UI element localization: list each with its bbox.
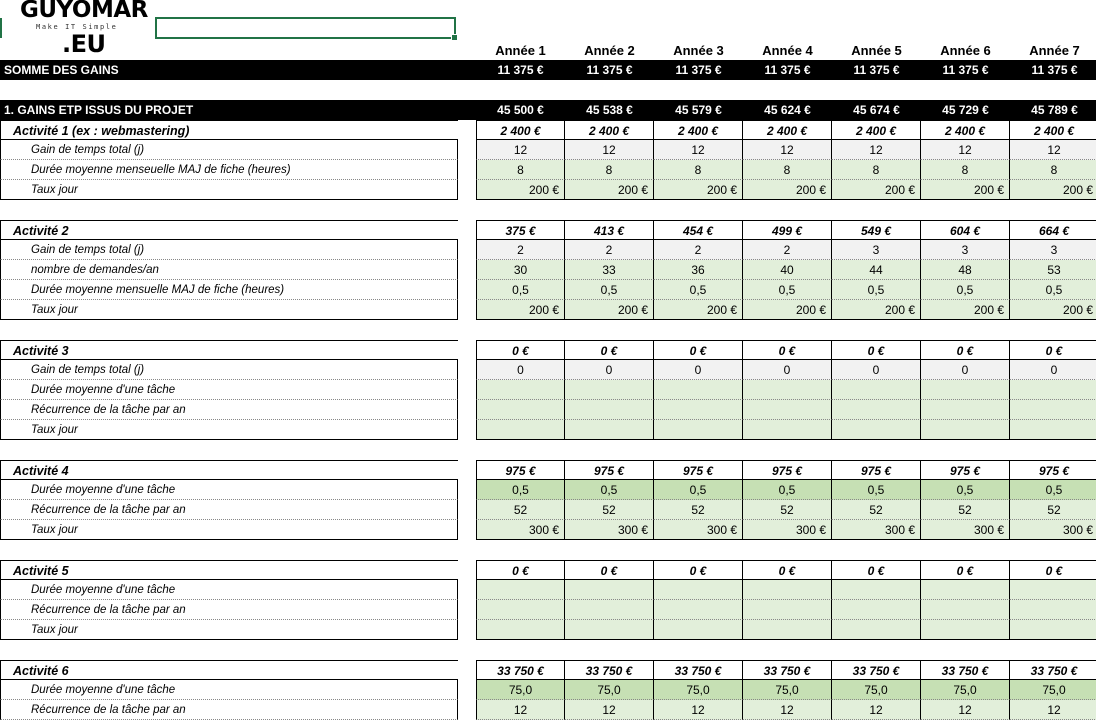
value-cell[interactable]: 200 € — [565, 300, 654, 320]
value-cell[interactable]: 300 € — [921, 520, 1010, 540]
value-cell[interactable]: 12 — [921, 700, 1010, 720]
parameter-row — [0, 360, 1096, 380]
value-cell[interactable] — [832, 580, 921, 600]
value-cell[interactable]: 0 — [832, 360, 921, 380]
value-cell[interactable]: 33 — [565, 260, 654, 280]
value-cell[interactable] — [921, 400, 1010, 420]
value-cell[interactable]: 45 500 € — [497, 103, 544, 117]
value-cell[interactable] — [476, 580, 565, 600]
value-cell[interactable]: 52 — [832, 500, 921, 520]
row-label[interactable]: Gain de temps total (j) — [0, 140, 458, 160]
row-label[interactable]: Activité 1 (ex : webmastering) — [0, 120, 458, 140]
value-cell[interactable]: 52 — [476, 500, 565, 520]
value-cell[interactable]: 200 € — [743, 300, 832, 320]
value-cell[interactable]: 2 — [476, 240, 565, 260]
value-cell[interactable]: 0 € — [832, 340, 921, 360]
summary-row — [0, 100, 1096, 120]
value-cell[interactable]: 12 — [654, 700, 743, 720]
value-cell[interactable]: 200 € — [743, 180, 832, 200]
value-cell[interactable]: 52 — [921, 500, 1010, 520]
value-cell[interactable] — [1010, 580, 1096, 600]
value-cell[interactable]: 8 — [832, 160, 921, 180]
value-cell[interactable]: 0 € — [1010, 340, 1096, 360]
value-cell[interactable]: 975 € — [476, 460, 565, 480]
value-cell[interactable]: 30 — [476, 260, 565, 280]
value-cell[interactable]: 0,5 — [832, 480, 921, 500]
value-cell[interactable] — [1010, 420, 1096, 440]
value-cell[interactable]: 52 — [743, 500, 832, 520]
value-cell[interactable]: 75,0 — [832, 680, 921, 700]
value-cell[interactable] — [832, 620, 921, 640]
value-cell[interactable]: 0,5 — [743, 480, 832, 500]
value-cell[interactable]: 12 — [1010, 700, 1096, 720]
value-cell[interactable]: 45 789 € — [1031, 103, 1078, 117]
value-cell[interactable]: 0 — [1010, 360, 1096, 380]
value-cell[interactable]: 45 624 € — [764, 103, 811, 117]
value-cell[interactable]: 200 € — [1010, 300, 1096, 320]
value-cell[interactable]: 0,5 — [476, 280, 565, 300]
year-header-cell[interactable]: Année 4 — [762, 43, 813, 58]
logo-wordmark: GUYOMAR — [20, 0, 148, 23]
value-cell[interactable]: 0 € — [832, 560, 921, 580]
value-cell[interactable]: 499 € — [743, 220, 832, 240]
value-cell[interactable]: 45 579 € — [675, 103, 722, 117]
value-cell[interactable]: 2 400 € — [832, 120, 921, 140]
value-cell[interactable]: 12 — [832, 140, 921, 160]
value-cell[interactable] — [565, 600, 654, 620]
value-cell[interactable]: 53 — [1010, 260, 1096, 280]
value-cell[interactable] — [1010, 620, 1096, 640]
value-cell[interactable]: 11 375 € — [497, 63, 544, 77]
value-cell[interactable] — [476, 420, 565, 440]
parameter-row — [0, 500, 1096, 520]
value-cell[interactable]: 12 — [565, 140, 654, 160]
value-cell[interactable]: 44 — [832, 260, 921, 280]
value-cell[interactable]: 8 — [654, 160, 743, 180]
value-cell[interactable]: 413 € — [565, 220, 654, 240]
value-cell[interactable]: 975 € — [832, 460, 921, 480]
parameter-row — [0, 620, 1096, 640]
value-cell[interactable] — [476, 620, 565, 640]
value-cell[interactable]: 12 — [921, 140, 1010, 160]
value-cell[interactable]: 0 € — [921, 340, 1010, 360]
value-cell[interactable]: 0 € — [743, 340, 832, 360]
value-cell[interactable]: 3 — [1010, 240, 1096, 260]
value-cell[interactable]: 0 — [476, 360, 565, 380]
value-cell[interactable]: 75,0 — [921, 680, 1010, 700]
value-cell[interactable] — [743, 420, 832, 440]
row-label[interactable]: nombre de demandes/an — [0, 260, 458, 280]
value-cell[interactable]: 0 € — [565, 560, 654, 580]
value-cell[interactable]: 664 € — [1010, 220, 1096, 240]
row-label[interactable]: Activité 2 — [0, 220, 458, 240]
parameter-row — [0, 180, 1096, 200]
value-cell[interactable]: 549 € — [832, 220, 921, 240]
value-cell[interactable] — [565, 400, 654, 420]
value-cell[interactable]: 300 € — [832, 520, 921, 540]
value-cell[interactable] — [921, 420, 1010, 440]
value-cell[interactable]: 75,0 — [1010, 680, 1096, 700]
parameter-row — [0, 400, 1096, 420]
value-cell[interactable] — [832, 380, 921, 400]
value-cell[interactable] — [743, 580, 832, 600]
value-cell[interactable]: 3 — [832, 240, 921, 260]
year-header-cell[interactable]: Année 7 — [1029, 43, 1080, 58]
value-cell[interactable]: 11 375 € — [764, 63, 811, 77]
activity-row — [0, 460, 1096, 480]
year-header-cell[interactable]: Année 3 — [673, 43, 724, 58]
value-cell[interactable]: 0 € — [476, 340, 565, 360]
value-cell[interactable]: 33 750 € — [1010, 660, 1096, 680]
value-cell[interactable]: 40 — [743, 260, 832, 280]
value-cell[interactable]: 12 — [565, 700, 654, 720]
year-header-cell[interactable]: Année 6 — [940, 43, 991, 58]
value-cell[interactable]: 300 € — [476, 520, 565, 540]
value-cell[interactable] — [1010, 380, 1096, 400]
value-cell[interactable]: 33 750 € — [476, 660, 565, 680]
row-label[interactable]: 1. GAINS ETP ISSUS DU PROJET — [4, 103, 194, 117]
value-cell[interactable]: 0 € — [1010, 560, 1096, 580]
value-cell[interactable]: 200 € — [654, 300, 743, 320]
value-cell[interactable]: 975 € — [921, 460, 1010, 480]
value-cell[interactable]: 2 400 € — [565, 120, 654, 140]
year-header-row — [0, 40, 1096, 60]
value-cell[interactable]: 11 375 € — [586, 63, 633, 77]
value-cell[interactable]: 8 — [921, 160, 1010, 180]
value-cell[interactable] — [654, 620, 743, 640]
value-cell[interactable] — [832, 420, 921, 440]
value-cell[interactable]: 2 400 € — [654, 120, 743, 140]
value-cell[interactable] — [654, 600, 743, 620]
row-label[interactable]: Activité 6 — [0, 660, 458, 680]
value-cell[interactable]: 0,5 — [743, 280, 832, 300]
value-cell[interactable]: 2 — [565, 240, 654, 260]
parameter-row — [0, 580, 1096, 600]
value-cell[interactable] — [921, 620, 1010, 640]
value-cell[interactable]: 45 674 € — [853, 103, 900, 117]
value-cell[interactable]: 8 — [476, 160, 565, 180]
value-cell[interactable]: 0 — [654, 360, 743, 380]
activity-row — [0, 220, 1096, 240]
value-cell[interactable]: 8 — [565, 160, 654, 180]
value-cell[interactable]: 300 € — [565, 520, 654, 540]
value-cell[interactable] — [654, 400, 743, 420]
row-label[interactable]: Récurrence de la tâche par an — [0, 500, 458, 520]
value-cell[interactable]: 12 — [1010, 140, 1096, 160]
value-cell[interactable]: 2 400 € — [1010, 120, 1096, 140]
value-cell[interactable]: 48 — [921, 260, 1010, 280]
value-cell[interactable]: 12 — [654, 140, 743, 160]
value-cell[interactable]: 0 € — [565, 340, 654, 360]
year-header-cell[interactable]: Année 5 — [851, 43, 902, 58]
row-label[interactable]: Gain de temps total (j) — [0, 240, 458, 260]
value-cell[interactable]: 0,5 — [1010, 280, 1096, 300]
value-cell[interactable] — [476, 600, 565, 620]
value-cell[interactable]: 300 € — [654, 520, 743, 540]
value-cell[interactable]: 0 — [743, 360, 832, 380]
row-label[interactable]: Durée moyenne d'une tâche — [0, 580, 458, 600]
row-label[interactable]: Gain de temps total (j) — [0, 360, 458, 380]
value-cell[interactable]: 33 750 € — [743, 660, 832, 680]
value-cell[interactable]: 8 — [1010, 160, 1096, 180]
value-cell[interactable] — [1010, 400, 1096, 420]
value-cell[interactable]: 0 € — [654, 340, 743, 360]
value-cell[interactable]: 12 — [832, 700, 921, 720]
value-cell[interactable] — [654, 420, 743, 440]
value-cell[interactable]: 0,5 — [832, 280, 921, 300]
row-label[interactable]: Taux jour — [0, 180, 458, 200]
value-cell[interactable]: 0,5 — [654, 280, 743, 300]
value-cell[interactable] — [565, 580, 654, 600]
value-cell[interactable]: 2 400 € — [476, 120, 565, 140]
value-cell[interactable] — [832, 600, 921, 620]
value-cell[interactable]: 0,5 — [921, 280, 1010, 300]
parameter-row — [0, 380, 1096, 400]
value-cell[interactable]: 300 € — [743, 520, 832, 540]
value-cell[interactable]: 0,5 — [476, 480, 565, 500]
value-cell[interactable]: 200 € — [832, 300, 921, 320]
value-cell[interactable]: 2 400 € — [921, 120, 1010, 140]
value-cell[interactable] — [743, 600, 832, 620]
value-cell[interactable]: 12 — [743, 700, 832, 720]
value-cell[interactable]: 0 € — [921, 560, 1010, 580]
value-cell[interactable]: 0 — [565, 360, 654, 380]
value-cell[interactable] — [832, 400, 921, 420]
value-cell[interactable]: 12 — [743, 140, 832, 160]
value-cell[interactable]: 12 — [476, 140, 565, 160]
value-cell[interactable]: 200 € — [565, 180, 654, 200]
value-cell[interactable]: 975 € — [565, 460, 654, 480]
value-cell[interactable]: 33 750 € — [832, 660, 921, 680]
value-cell[interactable]: 75,0 — [476, 680, 565, 700]
value-cell[interactable]: 75,0 — [743, 680, 832, 700]
value-cell[interactable]: 975 € — [1010, 460, 1096, 480]
value-cell[interactable]: 200 € — [921, 300, 1010, 320]
value-cell[interactable]: 200 € — [832, 180, 921, 200]
row-label[interactable]: Récurrence de la tâche par an — [0, 400, 458, 420]
value-cell[interactable] — [565, 380, 654, 400]
year-header-cell[interactable]: Année 1 — [495, 43, 546, 58]
row-label[interactable]: Durée moyenne d'une tâche — [0, 480, 458, 500]
value-cell[interactable]: 36 — [654, 260, 743, 280]
row-label[interactable]: SOMME DES GAINS — [4, 63, 119, 77]
activity-row — [0, 660, 1096, 680]
value-cell[interactable]: 33 750 € — [565, 660, 654, 680]
row-label[interactable]: Récurrence de la tâche par an — [0, 700, 458, 720]
value-cell[interactable]: 454 € — [654, 220, 743, 240]
value-cell[interactable] — [565, 420, 654, 440]
value-cell[interactable] — [743, 400, 832, 420]
value-cell[interactable]: 975 € — [654, 460, 743, 480]
parameter-row — [0, 600, 1096, 620]
row-label[interactable]: Activité 3 — [0, 340, 458, 360]
parameter-row — [0, 240, 1096, 260]
value-cell[interactable]: 200 € — [921, 180, 1010, 200]
row-label[interactable]: Durée moyenne menseuelle MAJ de fiche (heures) — [0, 160, 458, 180]
year-header-cell[interactable]: Année 2 — [584, 43, 635, 58]
summary-row — [0, 60, 1096, 80]
row-label[interactable]: Activité 4 — [0, 460, 458, 480]
value-cell[interactable]: 0,5 — [921, 480, 1010, 500]
parameter-row — [0, 480, 1096, 500]
row-label[interactable]: Taux jour — [0, 520, 458, 540]
row-label[interactable]: Taux jour — [0, 300, 458, 320]
parameter-row — [0, 700, 1096, 720]
value-cell[interactable] — [654, 580, 743, 600]
value-cell[interactable] — [476, 400, 565, 420]
value-cell[interactable]: 2 400 € — [743, 120, 832, 140]
logo-domain: .EU — [62, 30, 106, 58]
value-cell[interactable]: 200 € — [1010, 180, 1096, 200]
row-label[interactable]: Durée moyenne d'une tâche — [0, 680, 458, 700]
parameter-row — [0, 160, 1096, 180]
value-cell[interactable] — [743, 380, 832, 400]
row-label[interactable]: Activité 5 — [0, 560, 458, 580]
value-cell[interactable]: 11 375 € — [853, 63, 900, 77]
value-cell[interactable]: 33 750 € — [654, 660, 743, 680]
value-cell[interactable]: 45 729 € — [942, 103, 989, 117]
row-label[interactable]: Durée moyenne d'une tâche — [0, 380, 458, 400]
value-cell[interactable] — [565, 620, 654, 640]
parameter-row — [0, 300, 1096, 320]
activity-row — [0, 120, 1096, 140]
value-cell[interactable]: 200 € — [476, 300, 565, 320]
value-cell[interactable]: 0 — [921, 360, 1010, 380]
value-cell[interactable] — [1010, 600, 1096, 620]
value-cell[interactable]: 375 € — [476, 220, 565, 240]
value-cell[interactable]: 3 — [921, 240, 1010, 260]
value-cell[interactable]: 0 € — [743, 560, 832, 580]
value-cell[interactable]: 2 — [654, 240, 743, 260]
value-cell[interactable]: 11 375 € — [1031, 63, 1078, 77]
value-cell[interactable]: 975 € — [743, 460, 832, 480]
value-cell[interactable] — [654, 380, 743, 400]
value-cell[interactable]: 75,0 — [654, 680, 743, 700]
value-cell[interactable]: 0 € — [654, 560, 743, 580]
value-cell[interactable]: 0,5 — [1010, 480, 1096, 500]
row-label[interactable]: Taux jour — [0, 420, 458, 440]
value-cell[interactable]: 200 € — [654, 180, 743, 200]
value-cell[interactable]: 300 € — [1010, 520, 1096, 540]
row-label[interactable]: Durée moyenne mensuelle MAJ de fiche (heures) — [0, 280, 458, 300]
value-cell[interactable]: 52 — [565, 500, 654, 520]
value-cell[interactable]: 0,5 — [565, 280, 654, 300]
value-cell[interactable]: 11 375 € — [942, 63, 989, 77]
value-cell[interactable]: 8 — [743, 160, 832, 180]
value-cell[interactable]: 200 € — [476, 180, 565, 200]
value-cell[interactable] — [921, 580, 1010, 600]
value-cell[interactable]: 52 — [654, 500, 743, 520]
parameter-row — [0, 420, 1096, 440]
value-cell[interactable]: 75,0 — [565, 680, 654, 700]
parameter-row — [0, 280, 1096, 300]
value-cell[interactable]: 0,5 — [654, 480, 743, 500]
parameter-row — [0, 520, 1096, 540]
value-cell[interactable]: 33 750 € — [921, 660, 1010, 680]
row-label[interactable]: Récurrence de la tâche par an — [0, 600, 458, 620]
parameter-row — [0, 680, 1096, 700]
value-cell[interactable]: 0,5 — [565, 480, 654, 500]
value-cell[interactable] — [743, 620, 832, 640]
value-cell[interactable]: 45 538 € — [586, 103, 633, 117]
value-cell[interactable]: 52 — [1010, 500, 1096, 520]
parameter-row — [0, 260, 1096, 280]
activity-row — [0, 340, 1096, 360]
value-cell[interactable]: 2 — [743, 240, 832, 260]
parameter-row — [0, 140, 1096, 160]
activity-row — [0, 560, 1096, 580]
value-cell[interactable]: 12 — [476, 700, 565, 720]
value-cell[interactable]: 11 375 € — [675, 63, 722, 77]
value-cell[interactable] — [476, 380, 565, 400]
value-cell[interactable]: 604 € — [921, 220, 1010, 240]
logo-tagline: Make IT Simple — [36, 23, 118, 31]
value-cell[interactable] — [921, 600, 1010, 620]
value-cell[interactable]: 0 € — [476, 560, 565, 580]
row-label[interactable]: Taux jour — [0, 620, 458, 640]
value-cell[interactable] — [921, 380, 1010, 400]
